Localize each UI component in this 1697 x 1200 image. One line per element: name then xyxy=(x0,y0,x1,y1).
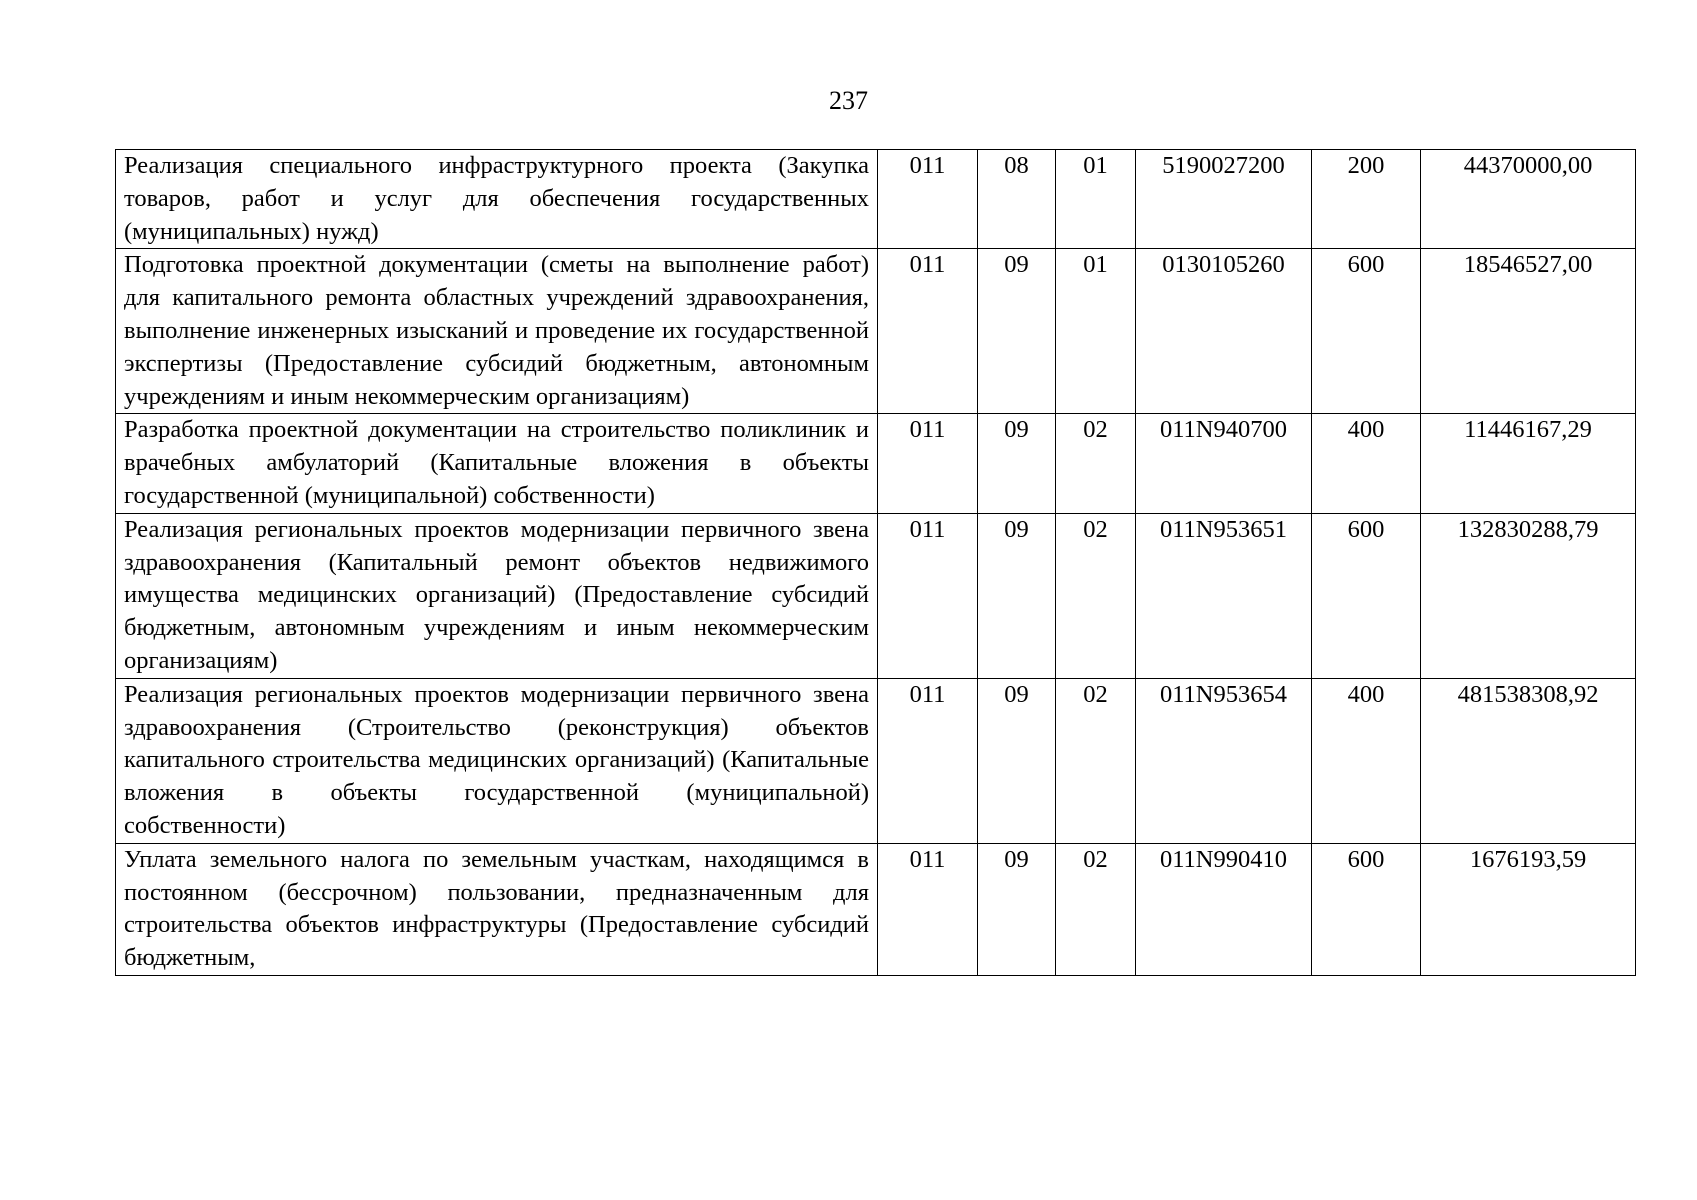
expense-type-code: 400 xyxy=(1312,414,1421,513)
section-code: 09 xyxy=(978,513,1056,678)
table-row xyxy=(116,249,1636,414)
amount: 1676193,59 xyxy=(1421,843,1636,975)
subsection-code: 01 xyxy=(1056,150,1136,249)
subsection-code: 02 xyxy=(1056,513,1136,678)
row-description: Реализация региональных проектов модернизации первичного звена здравоохранения (Строительство (реконструкция) объектов капитального строительства медицинских организаций) (Капитальные вложения в объекты государственной (муниципальной) собственности) xyxy=(116,678,878,843)
subsection-code: 01 xyxy=(1056,249,1136,414)
table-row xyxy=(116,678,1636,843)
section-code: 09 xyxy=(978,414,1056,513)
ministry-code: 011 xyxy=(878,249,978,414)
expense-type-code: 200 xyxy=(1312,150,1421,249)
subsection-code: 02 xyxy=(1056,414,1136,513)
ministry-code: 011 xyxy=(878,414,978,513)
section-code: 09 xyxy=(978,678,1056,843)
subsection-code: 02 xyxy=(1056,678,1136,843)
table-row xyxy=(116,414,1636,513)
section-code: 08 xyxy=(978,150,1056,249)
target-article-code: 011N990410 xyxy=(1136,843,1312,975)
expense-type-code: 600 xyxy=(1312,843,1421,975)
table-row xyxy=(116,150,1636,249)
expense-type-code: 600 xyxy=(1312,513,1421,678)
page-number: 237 xyxy=(829,86,868,115)
section-code: 09 xyxy=(978,843,1056,975)
amount: 132830288,79 xyxy=(1421,513,1636,678)
row-description: Реализация специального инфраструктурного проекта (Закупка товаров, работ и услуг для обеспечения государственных (муниципальных) нужд) xyxy=(116,150,878,249)
section-code: 09 xyxy=(978,249,1056,414)
ministry-code: 011 xyxy=(878,513,978,678)
row-description: Подготовка проектной документации (сметы на выполнение работ) для капитального ремонта областных учреждений здравоохранения, выполнение инженерных изысканий и проведение их государственной экспертизы (Предоставление субсидий бюджетным, автономным учреждениям и иным некоммерческим организациям) xyxy=(116,249,878,414)
amount: 11446167,29 xyxy=(1421,414,1636,513)
target-article-code: 011N953654 xyxy=(1136,678,1312,843)
row-description: Уплата земельного налога по земельным участкам, находящимся в постоянном (бессрочном) пользовании, предназначенным для строительства объектов инфраструктуры (Предоставление субсидий бюджетным, xyxy=(116,843,878,975)
target-article-code: 011N940700 xyxy=(1136,414,1312,513)
ministry-code: 011 xyxy=(878,843,978,975)
target-article-code: 011N953651 xyxy=(1136,513,1312,678)
ministry-code: 011 xyxy=(878,150,978,249)
ministry-code: 011 xyxy=(878,678,978,843)
amount: 18546527,00 xyxy=(1421,249,1636,414)
amount: 44370000,00 xyxy=(1421,150,1636,249)
table-row xyxy=(116,513,1636,678)
expense-type-code: 400 xyxy=(1312,678,1421,843)
amount: 481538308,92 xyxy=(1421,678,1636,843)
subsection-code: 02 xyxy=(1056,843,1136,975)
expense-type-code: 600 xyxy=(1312,249,1421,414)
target-article-code: 5190027200 xyxy=(1136,150,1312,249)
target-article-code: 0130105260 xyxy=(1136,249,1312,414)
table-row xyxy=(116,843,1636,975)
row-description: Реализация региональных проектов модернизации первичного звена здравоохранения (Капитальный ремонт объектов недвижимого имущества медицинских организаций) (Предоставление субсидий бюджетным, автономным учреждениям и иным некоммерческим организациям) xyxy=(116,513,878,678)
row-description: Разработка проектной документации на строительство поликлиник и врачебных амбулаторий (Капитальные вложения в объекты государственной (муниципальной) собственности) xyxy=(116,414,878,513)
budget-table xyxy=(115,149,1636,976)
